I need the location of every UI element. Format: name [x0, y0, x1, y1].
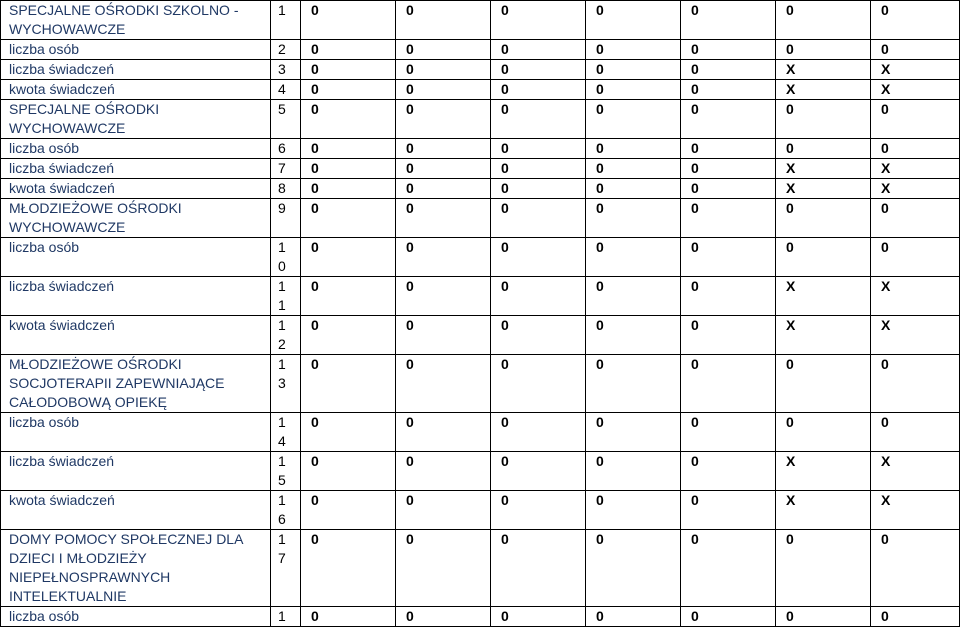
value-cell: 0	[586, 452, 681, 491]
value-cell: 0	[586, 413, 681, 452]
value-cell: 0	[301, 1, 396, 40]
value-cell: 0	[396, 179, 491, 199]
value-cell: 0	[491, 159, 586, 179]
value-cell: 0	[586, 316, 681, 355]
value-cell: 0	[681, 40, 776, 60]
value-cell: X	[871, 277, 960, 316]
value-cell: 0	[396, 100, 491, 139]
value-cell: 0	[586, 1, 681, 40]
row-label: liczba świadczeń	[1, 452, 271, 491]
value-cell: 0	[301, 60, 396, 80]
value-cell: 0	[491, 277, 586, 316]
value-cell: 0	[491, 355, 586, 413]
value-cell: 0	[871, 139, 960, 159]
value-cell: 0	[681, 491, 776, 530]
value-cell: 0	[396, 277, 491, 316]
value-cell: 0	[871, 238, 960, 277]
value-cell: 0	[301, 40, 396, 60]
row-number-digit: 5	[278, 101, 286, 117]
row-label: liczba osób	[1, 607, 271, 627]
row-number-digit: 6	[278, 511, 286, 527]
value-cell: 0	[491, 530, 586, 607]
table-row	[1, 159, 960, 179]
value-cell: 0	[586, 199, 681, 238]
row-number-digit: 3	[278, 375, 286, 391]
value-cell: 0	[396, 238, 491, 277]
value-cell: X	[776, 452, 871, 491]
table-row	[1, 40, 960, 60]
row-number	[271, 139, 301, 159]
value-cell: 0	[396, 452, 491, 491]
value-cell: X	[776, 60, 871, 80]
value-cell: 0	[681, 199, 776, 238]
value-cell: X	[776, 159, 871, 179]
value-cell: X	[871, 80, 960, 100]
value-cell: X	[871, 60, 960, 80]
value-cell: 0	[776, 100, 871, 139]
row-number-digit: 1	[278, 453, 286, 469]
row-number	[271, 452, 301, 491]
value-cell: 0	[681, 530, 776, 607]
value-cell: 0	[871, 1, 960, 40]
value-cell: 0	[301, 80, 396, 100]
row-number-digit: 5	[278, 472, 286, 488]
value-cell: 0	[301, 277, 396, 316]
value-cell: 0	[586, 238, 681, 277]
row-number	[271, 277, 301, 316]
value-cell: 0	[776, 199, 871, 238]
value-cell: 0	[491, 100, 586, 139]
value-cell: 0	[301, 139, 396, 159]
value-cell: 0	[491, 139, 586, 159]
row-label: liczba osób	[1, 40, 271, 60]
row-number-digit: 8	[278, 180, 286, 196]
value-cell: 0	[301, 100, 396, 139]
value-cell: 0	[396, 607, 491, 627]
value-cell: 0	[396, 491, 491, 530]
value-cell: 0	[776, 139, 871, 159]
row-number-digit: 4	[278, 433, 286, 449]
value-cell: 0	[396, 60, 491, 80]
table-row	[1, 60, 960, 80]
value-cell: 0	[491, 40, 586, 60]
row-number	[271, 179, 301, 199]
row-number-digit: 1	[278, 414, 286, 430]
row-number-digit: 1	[278, 356, 286, 372]
value-cell: 0	[586, 179, 681, 199]
value-cell: 0	[491, 80, 586, 100]
value-cell: 0	[681, 452, 776, 491]
table-row	[1, 277, 960, 316]
row-number	[271, 159, 301, 179]
row-number	[271, 355, 301, 413]
row-label: kwota świadczeń	[1, 80, 271, 100]
value-cell: 0	[301, 179, 396, 199]
row-number-digit: 1	[278, 2, 286, 18]
row-number	[271, 238, 301, 277]
table-row	[1, 530, 960, 607]
row-number	[271, 40, 301, 60]
value-cell: 0	[776, 1, 871, 40]
value-cell: 0	[681, 316, 776, 355]
value-cell: 0	[681, 238, 776, 277]
row-label: SPECJALNE OŚRODKI WYCHOWAWCZE	[1, 100, 271, 139]
row-number	[271, 607, 301, 627]
value-cell: 0	[871, 413, 960, 452]
value-cell: 0	[396, 159, 491, 179]
value-cell: 0	[871, 199, 960, 238]
value-cell: 0	[681, 607, 776, 627]
row-number-digit: 4	[278, 81, 286, 97]
table-row	[1, 316, 960, 355]
value-cell: 0	[776, 530, 871, 607]
value-cell: 0	[396, 530, 491, 607]
row-number-digit: 9	[278, 200, 286, 216]
value-cell: X	[776, 179, 871, 199]
value-cell: 0	[491, 1, 586, 40]
row-label: liczba osób	[1, 413, 271, 452]
table-row	[1, 100, 960, 139]
value-cell: 0	[871, 607, 960, 627]
value-cell: X	[871, 452, 960, 491]
value-cell: X	[776, 80, 871, 100]
value-cell: 0	[871, 100, 960, 139]
table-row	[1, 491, 960, 530]
value-cell: 0	[301, 491, 396, 530]
table-row	[1, 80, 960, 100]
row-number	[271, 1, 301, 40]
value-cell: 0	[586, 80, 681, 100]
row-label: DOMY POMOCY SPOŁECZNEJ DLA DZIECI I MŁODZIEŻY NIEPEŁNOSPRAWNYCH INTELEKTUALNIE	[1, 530, 271, 607]
value-cell: 0	[301, 607, 396, 627]
table-row	[1, 179, 960, 199]
row-label: SPECJALNE OŚRODKI SZKOLNO - WYCHOWAWCZE	[1, 1, 271, 40]
value-cell: 0	[396, 316, 491, 355]
value-cell: X	[871, 159, 960, 179]
row-label: MŁODZIEŻOWE OŚRODKI SOCJOTERAPII ZAPEWNIAJĄCE CAŁODOBOWĄ OPIEKĘ	[1, 355, 271, 413]
row-number	[271, 100, 301, 139]
value-cell: X	[776, 277, 871, 316]
row-label: liczba świadczeń	[1, 159, 271, 179]
table-row	[1, 452, 960, 491]
value-cell: 0	[491, 199, 586, 238]
table-row	[1, 355, 960, 413]
value-cell: X	[871, 316, 960, 355]
row-number	[271, 60, 301, 80]
row-label: kwota świadczeń	[1, 491, 271, 530]
value-cell: 0	[301, 159, 396, 179]
table-row	[1, 413, 960, 452]
value-cell: 0	[681, 277, 776, 316]
row-number-digit: 1	[278, 608, 286, 624]
value-cell: 0	[396, 40, 491, 60]
value-cell: 0	[681, 80, 776, 100]
value-cell: 0	[681, 139, 776, 159]
value-cell: 0	[681, 1, 776, 40]
row-label: kwota świadczeń	[1, 316, 271, 355]
row-label: liczba osób	[1, 139, 271, 159]
value-cell: 0	[871, 355, 960, 413]
row-number	[271, 316, 301, 355]
value-cell: 0	[681, 179, 776, 199]
value-cell: 0	[396, 199, 491, 238]
value-cell: 0	[586, 139, 681, 159]
value-cell: 0	[301, 530, 396, 607]
value-cell: 0	[871, 40, 960, 60]
value-cell: 0	[681, 413, 776, 452]
row-label: liczba świadczeń	[1, 277, 271, 316]
value-cell: 0	[586, 355, 681, 413]
value-cell: 0	[491, 607, 586, 627]
table-row	[1, 1, 960, 40]
row-number	[271, 491, 301, 530]
value-cell: 0	[491, 413, 586, 452]
row-number	[271, 80, 301, 100]
row-number-digit: 1	[278, 531, 286, 547]
table-row	[1, 139, 960, 159]
value-cell: 0	[776, 607, 871, 627]
value-cell: X	[871, 491, 960, 530]
value-cell: X	[871, 179, 960, 199]
row-number-digit: 1	[278, 239, 286, 255]
value-cell: 0	[681, 100, 776, 139]
value-cell: 0	[776, 355, 871, 413]
value-cell: 0	[396, 355, 491, 413]
value-cell: 0	[586, 60, 681, 80]
row-number	[271, 413, 301, 452]
value-cell: 0	[491, 179, 586, 199]
value-cell: 0	[681, 355, 776, 413]
value-cell: 0	[301, 452, 396, 491]
value-cell: 0	[586, 100, 681, 139]
row-number-digit: 2	[278, 41, 286, 57]
row-number-digit: 6	[278, 140, 286, 156]
table-row	[1, 238, 960, 277]
value-cell: 0	[871, 530, 960, 607]
value-cell: X	[776, 491, 871, 530]
row-label: liczba osób	[1, 238, 271, 277]
row-number	[271, 530, 301, 607]
row-number-digit: 2	[278, 336, 286, 352]
value-cell: 0	[776, 413, 871, 452]
value-cell: 0	[586, 491, 681, 530]
value-cell: 0	[491, 452, 586, 491]
value-cell: 0	[681, 159, 776, 179]
value-cell: 0	[776, 238, 871, 277]
row-label: liczba świadczeń	[1, 60, 271, 80]
value-cell: 0	[586, 607, 681, 627]
value-cell: 0	[586, 530, 681, 607]
value-cell: 0	[301, 316, 396, 355]
value-cell: 0	[301, 413, 396, 452]
value-cell: 0	[586, 277, 681, 316]
value-cell: 0	[681, 60, 776, 80]
row-number-digit: 7	[278, 550, 286, 566]
table-row	[1, 199, 960, 238]
value-cell: 0	[301, 238, 396, 277]
value-cell: 0	[586, 159, 681, 179]
value-cell: 0	[776, 40, 871, 60]
value-cell: 0	[396, 139, 491, 159]
row-number-digit: 1	[278, 317, 286, 333]
value-cell: 0	[301, 199, 396, 238]
row-number-digit: 3	[278, 61, 286, 77]
table-row	[1, 607, 960, 627]
row-number-digit: 1	[278, 492, 286, 508]
value-cell: 0	[491, 238, 586, 277]
value-cell: 0	[396, 1, 491, 40]
row-number-digit: 1	[278, 278, 286, 294]
value-cell: 0	[491, 316, 586, 355]
row-label: kwota świadczeń	[1, 179, 271, 199]
row-number-digit: 0	[278, 258, 286, 274]
row-number-digit: 1	[278, 297, 286, 313]
value-cell: 0	[396, 80, 491, 100]
value-cell: 0	[491, 60, 586, 80]
value-cell: 0	[586, 40, 681, 60]
row-label: MŁODZIEŻOWE OŚRODKI WYCHOWAWCZE	[1, 199, 271, 238]
value-cell: 0	[491, 491, 586, 530]
row-number-digit: 7	[278, 160, 286, 176]
report-table-body	[1, 1, 960, 627]
value-cell: 0	[396, 413, 491, 452]
row-number	[271, 199, 301, 238]
value-cell: 0	[301, 355, 396, 413]
value-cell: X	[776, 316, 871, 355]
